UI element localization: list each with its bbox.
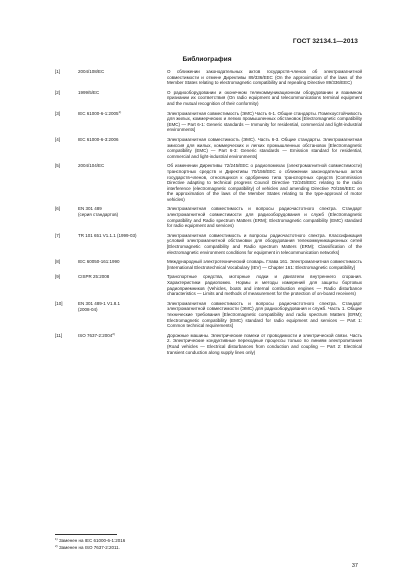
entry-code-text: EN 301 489-1 V1.8.1 (2008-04) [78, 300, 121, 312]
footnotes [55, 538, 355, 551]
entry-document-code [78, 111, 160, 117]
footnote-text: Заменен на ISO 7637-2:2011. [58, 544, 120, 550]
entry-number: [4] [55, 136, 61, 142]
entry-number: [8] [55, 259, 61, 265]
entry-number: [3] [55, 110, 61, 116]
footnote-mark: 1) [55, 537, 58, 541]
entry-number: [11] [55, 332, 63, 338]
bibliography-entry [55, 90, 362, 107]
page-number: 37 [351, 563, 358, 569]
bibliography-entry [55, 333, 362, 355]
entry-description: Электромагнитная совместимость (ЭМС). Часть 6-3. Общие стандарты. Электромагнитная эмиссия для жилых, коммерческих и легких промышленных обстановок [Electromagnetic compatibility (EMC) — Part 6-3: Generic standards — Emission standard for residential, commercial and light-industrial environments] [167, 136, 362, 159]
entry-number: [10] [55, 300, 63, 306]
entry-document-code [78, 301, 160, 313]
entry-code-text: ISO 7637-2:2004 [78, 332, 113, 338]
entry-description: Электромагнитная совместимость (ЭМС) Часть 6-1. Общие стандарты. Помехоустойчивость для жилых, коммерческих и легких промышленных обстановок [Electromagnetic compatibility (EMC) — Part 6-1: Generic standards — Immunity for residential, commercial and light-industrial environments] [167, 110, 362, 133]
entry-document-code [78, 163, 160, 169]
entry-description: Транспортные средства, моторные лодки и двигатели внутреннего сгорания. Характеристики радиопомех. Нормы и методы измерений для защиты бортовых радиоприемников (Vehicles, boats and internal combustion engines — Radio disturbance characteristics — Limits and methods of measurement for the protection of on-board receivers) [167, 274, 362, 297]
entry-document-code [78, 69, 160, 75]
entry-description: Дорожные машины. Электрические помехи от проводимости и электрической связи. Часть 2. Электрические кондуктивные переходные процессы только по линиям электропитания (Road vehicles — Electrical disturbances from conduction and coupling — Part 2: Electrical transient conduction along supply lines only) [167, 332, 362, 355]
entry-document-code [78, 233, 160, 239]
entry-code-text: 1999/5/ЕС [78, 89, 100, 95]
entry-description: Об изменении Директивы 72/245/ЕЕС о радиопомехах (электромагнитной совместимости) транспортных средств и Директивы 70/156/ЕЕС о сближении законодательных актов государств-членов, относящихся к одобрению типа транспортных средств (Commission Directive adapting to technical progress Council Directive 72/245/EEC relating to the radio interference (electromagnetic compatibility) of vehicles and amending Directive 70/156/EEC on the approximation of the laws of the Member States relating to the type-approval of motor vehicles) [167, 163, 362, 202]
entry-code-text: TR 101 651 V1.1.1 (1999-03) [78, 232, 137, 238]
entry-document-code [78, 333, 160, 339]
entry-description: Международный электротехнический словарь. Глава 161. Электромагнитная совместимость [International Electrotechnical Vocabulary (IEV) — Chapter 161: Electromagnetic compatibility] [167, 259, 362, 270]
page-title: Библиография [182, 56, 232, 63]
entry-document-code [78, 137, 160, 143]
footnote-marker: 1) [118, 109, 122, 114]
entry-description: Электромагнитная совместимость и вопросы радиочастотного спектра. Стандарт электромагнитной совместимости для радиооборудования и служб (Electromagnetic compatibility and Radio spectrum Matters (ERM); Electromagnetic compatibility (EMC) standard for radio equipment and services) [167, 206, 362, 229]
entry-code-text: 2004/108/ЕС [78, 69, 105, 74]
bibliography-entry [55, 163, 362, 202]
entry-code-text: 2004/104/ЕС [78, 163, 105, 169]
entry-number: [6] [55, 206, 61, 212]
entry-description: О сближении законодательных актов государств-членов об электромагнитной совместимости и отмене Директивы 89/336/ЕЕС (On the approximation of the laws of the Member States relating to electromagnetic compatibility and repealing Directive 89/336/EEC) [167, 69, 362, 86]
footnote-divider [55, 534, 117, 535]
entry-number: [5] [55, 163, 61, 169]
entry-description: Электромагнитная совместимость и вопросы радиочастотного спектра. Стандарт электромагнитной совместимости (ЭМС) для радиооборудования и служб. Часть 1. Общие технические требования [Electromagnetic compatibility and radio spectrum Matters (ERM); Electromagnetic compatibility (EMC) standard for radio equipment and services — Part 1: Common technical requirements] [167, 300, 362, 329]
entry-number: [7] [55, 232, 61, 238]
entry-code-text: IEC 61000-6-3:2006 [78, 136, 119, 142]
entry-description: Электромагнитная совместимость и вопросы радиочастотного спектра. Классификация условий электромагнитной обстановки для оборудования телекоммуникационных сетей [Electromagnetic compatibility and Radio spectrum Matters (ERM); Classification of the electromagnetic environment conditions for equipment in telecommunication networks] [167, 232, 362, 255]
entry-description: О радиооборудовании и оконечном телекоммуникационном оборудовании и взаимном признании их соответствия (On radio equipment and telecommunications terminal equipment and the mutual recognition of their conformity) [167, 89, 362, 106]
footnote-marker: 2) [112, 331, 115, 336]
footnote [55, 545, 355, 552]
bibliography-entry [55, 233, 362, 255]
standard-number: ГОСТ 32134.1—2013 [292, 38, 358, 45]
entry-code-text: IEC 60050-161:1990 [78, 259, 120, 265]
bibliography-entry [55, 301, 362, 329]
bibliography-entry [55, 206, 362, 228]
entry-number: [9] [55, 274, 61, 280]
entry-code-text: CISPR 25:2008 [78, 274, 110, 280]
entry-document-code [78, 90, 160, 96]
entry-code-text: IEC 61000-6-1:2005 [78, 110, 119, 116]
footnote-text: Заменен на IEC 61000-6-1:2016 [58, 538, 126, 543]
entry-number: [1] [55, 69, 61, 74]
bibliography-entry [55, 111, 362, 133]
entry-document-code [78, 274, 160, 280]
entry-number: [2] [55, 89, 61, 95]
bibliography-entry [55, 259, 362, 270]
bibliography-entry [55, 274, 362, 296]
bibliography-list [55, 69, 362, 359]
bibliography-entry [55, 137, 362, 159]
bibliography-entry [55, 69, 362, 86]
entry-document-code [78, 206, 160, 218]
entry-code-text: EN 301 489 (серия стандартов) [78, 206, 119, 218]
entry-document-code [78, 259, 160, 265]
footnote-mark: 2) [55, 543, 58, 548]
